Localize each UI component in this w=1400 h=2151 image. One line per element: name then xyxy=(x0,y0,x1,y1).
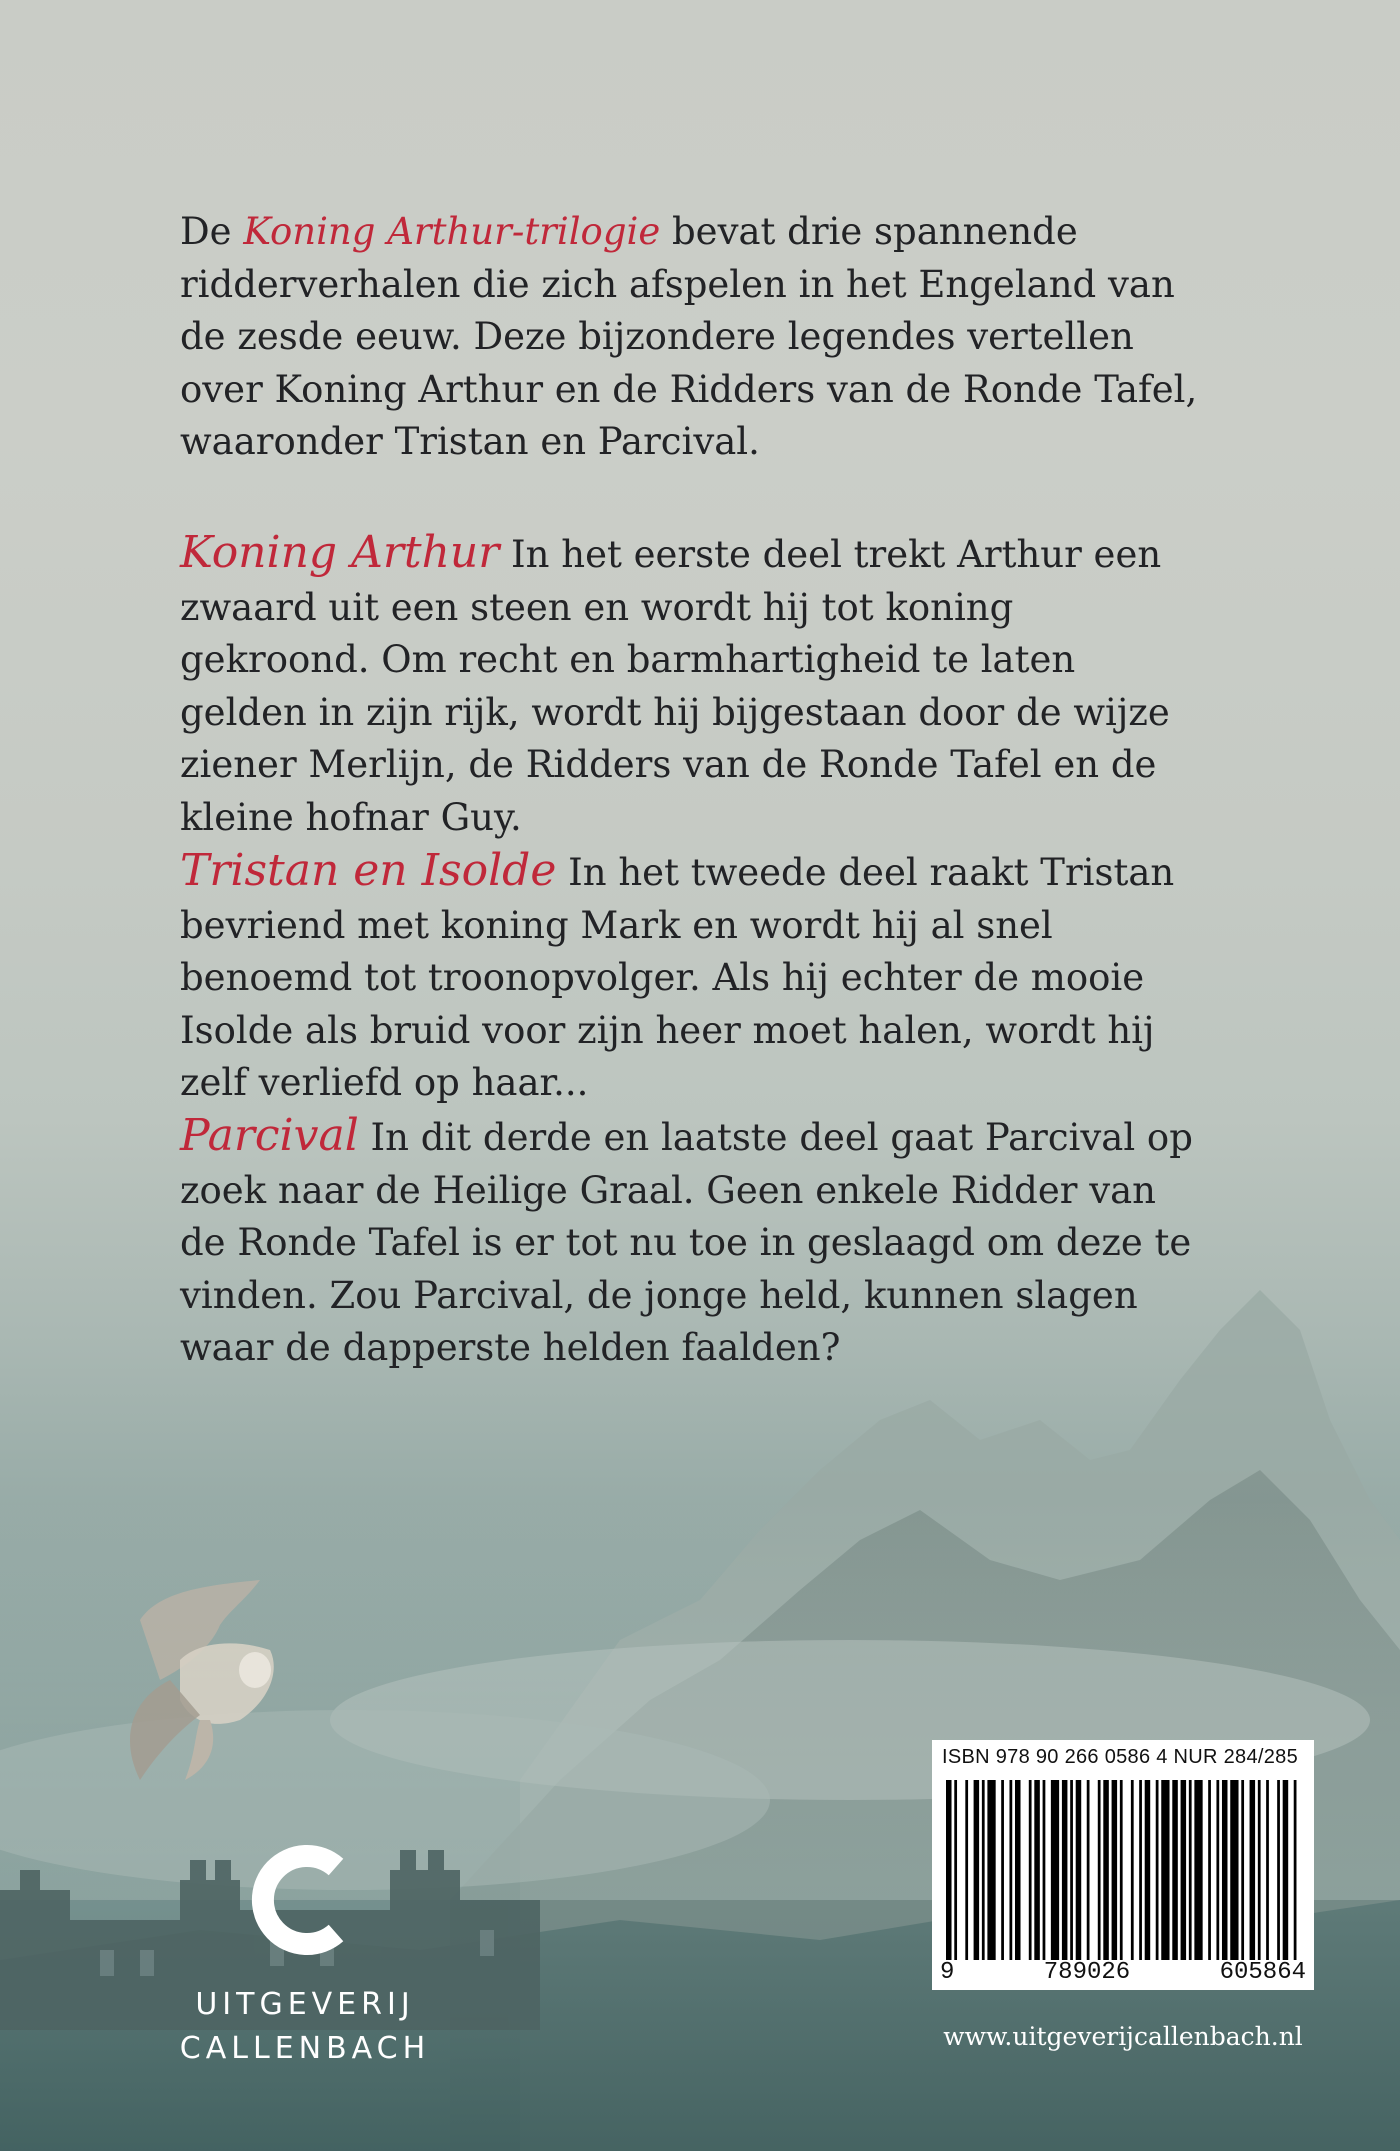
intro-paragraph xyxy=(180,206,1210,469)
barcode-bar xyxy=(1156,1780,1159,1960)
barcode-bars xyxy=(946,1780,1302,1960)
barcode-bar xyxy=(1161,1780,1169,1960)
barcode-bar xyxy=(1051,1780,1059,1960)
parcival-paragraph xyxy=(180,1110,1210,1375)
barcode-bar xyxy=(1277,1780,1280,1960)
barcode-digit-group2: 605864 xyxy=(1219,1959,1306,1986)
barcode-bar xyxy=(965,1780,968,1960)
barcode-digits xyxy=(940,1959,1306,1986)
barcode-bar xyxy=(1120,1780,1123,1960)
barcode-bar xyxy=(1076,1780,1082,1960)
barcode-bar xyxy=(954,1780,957,1960)
barcode-bar xyxy=(1070,1780,1073,1960)
isbn-label: ISBN 978 90 266 0586 4 NUR 284/285 xyxy=(942,1746,1299,1768)
intro-before: De xyxy=(180,210,244,253)
barcode-bar xyxy=(1009,1780,1012,1960)
isbn-barcode xyxy=(932,1740,1314,1990)
barcode-bar xyxy=(1172,1780,1178,1960)
barcode-bar xyxy=(1283,1780,1289,1960)
barcode-bar xyxy=(946,1780,952,1960)
barcode-bar xyxy=(1194,1780,1202,1960)
barcode-bar xyxy=(1222,1780,1228,1960)
barcode-bar xyxy=(1208,1780,1211,1960)
koning-arthur-title: Koning Arthur xyxy=(180,527,500,578)
publisher-name-line2: CALLENBACH xyxy=(179,2031,431,2066)
parcival-title: Parcival xyxy=(180,1110,359,1161)
barcode-bar xyxy=(982,1780,985,1960)
barcode-bar xyxy=(1266,1780,1269,1960)
barcode-bar xyxy=(1230,1780,1238,1960)
trilogy-title: Koning Arthur-trilogie xyxy=(243,210,661,253)
publisher-logo xyxy=(170,1845,440,2071)
barcode-bar xyxy=(987,1780,995,1960)
barcode-bar xyxy=(1145,1780,1151,1960)
barcode-bar xyxy=(1062,1780,1068,1960)
barcode-bar xyxy=(1043,1780,1046,1960)
barcode-bar xyxy=(1112,1780,1118,1960)
barcode-digit-group1: 789026 xyxy=(1043,1959,1131,1986)
barcode-bar xyxy=(1103,1780,1109,1960)
koning-arthur-paragraph xyxy=(180,527,1210,844)
barcode-bar xyxy=(1241,1780,1244,1960)
tristan-isolde-paragraph xyxy=(180,845,1210,1110)
barcode-bar xyxy=(1034,1780,1040,1960)
barcode-bar xyxy=(1250,1780,1256,1960)
koning-arthur-text: In het eerste deel trekt Arthur een zwaard uit een steen en wordt hij tot koning gekroond. Om recht en barmhartigheid te laten gelden in zijn rijk, wordt hij bijgestaan door de wijze ziener Merlijn, de Ridders van de Ronde Tafel en de kleine hofnar Guy. xyxy=(180,533,1170,839)
barcode-bar xyxy=(1001,1780,1004,1960)
barcode-bar xyxy=(1015,1780,1021,1960)
barcode-bar xyxy=(1294,1780,1297,1960)
barcode-bar xyxy=(1258,1780,1261,1960)
barcode-bar xyxy=(1131,1780,1134,1960)
tristan-isolde-text: In het tweede deel raakt Tristan bevriend met koning Mark en wordt hij al snel benoemd tot troonopvolger. Als hij echter de mooie Isolde als bruid voor zijn heer moet halen, wordt hij zelf verliefd op haar... xyxy=(180,851,1175,1104)
barcode-bar xyxy=(1087,1780,1090,1960)
callenbach-c-logo-icon xyxy=(250,1845,360,1955)
barcode-bar xyxy=(1098,1780,1101,1960)
publisher-website: www.uitgeverijcallenbach.nl xyxy=(943,2022,1303,2051)
barcode-digit-first: 9 xyxy=(940,1959,955,1986)
barcode-bar xyxy=(1189,1780,1192,1960)
barcode-bar xyxy=(1029,1780,1032,1960)
parcival-text: In dit derde en laatste deel gaat Parcival op zoek naar de Heilige Graal. Geen enkele Ridder van de Ronde Tafel is er tot nu toe in geslaagd om deze te vinden. Zou Parcival, de jonge held, kunnen slagen waar de dapperste helden faalden? xyxy=(180,1116,1193,1369)
publisher-name-line1: UITGEVERIJ xyxy=(195,1987,415,2022)
barcode-bar xyxy=(1181,1780,1187,1960)
barcode-bar xyxy=(1139,1780,1142,1960)
tristan-isolde-title: Tristan en Isolde xyxy=(180,845,557,896)
barcode-bar xyxy=(974,1780,980,1960)
intro-text: bevat drie spannende ridderverhalen die zich afspelen in het Engeland van de zesde eeuw. Deze bijzondere legendes vertellen over Koning Arthur en de Ridders van de Ronde Tafel, waaronder Tristan en Parcival. xyxy=(180,210,1198,463)
barcode-bar xyxy=(1216,1780,1219,1960)
